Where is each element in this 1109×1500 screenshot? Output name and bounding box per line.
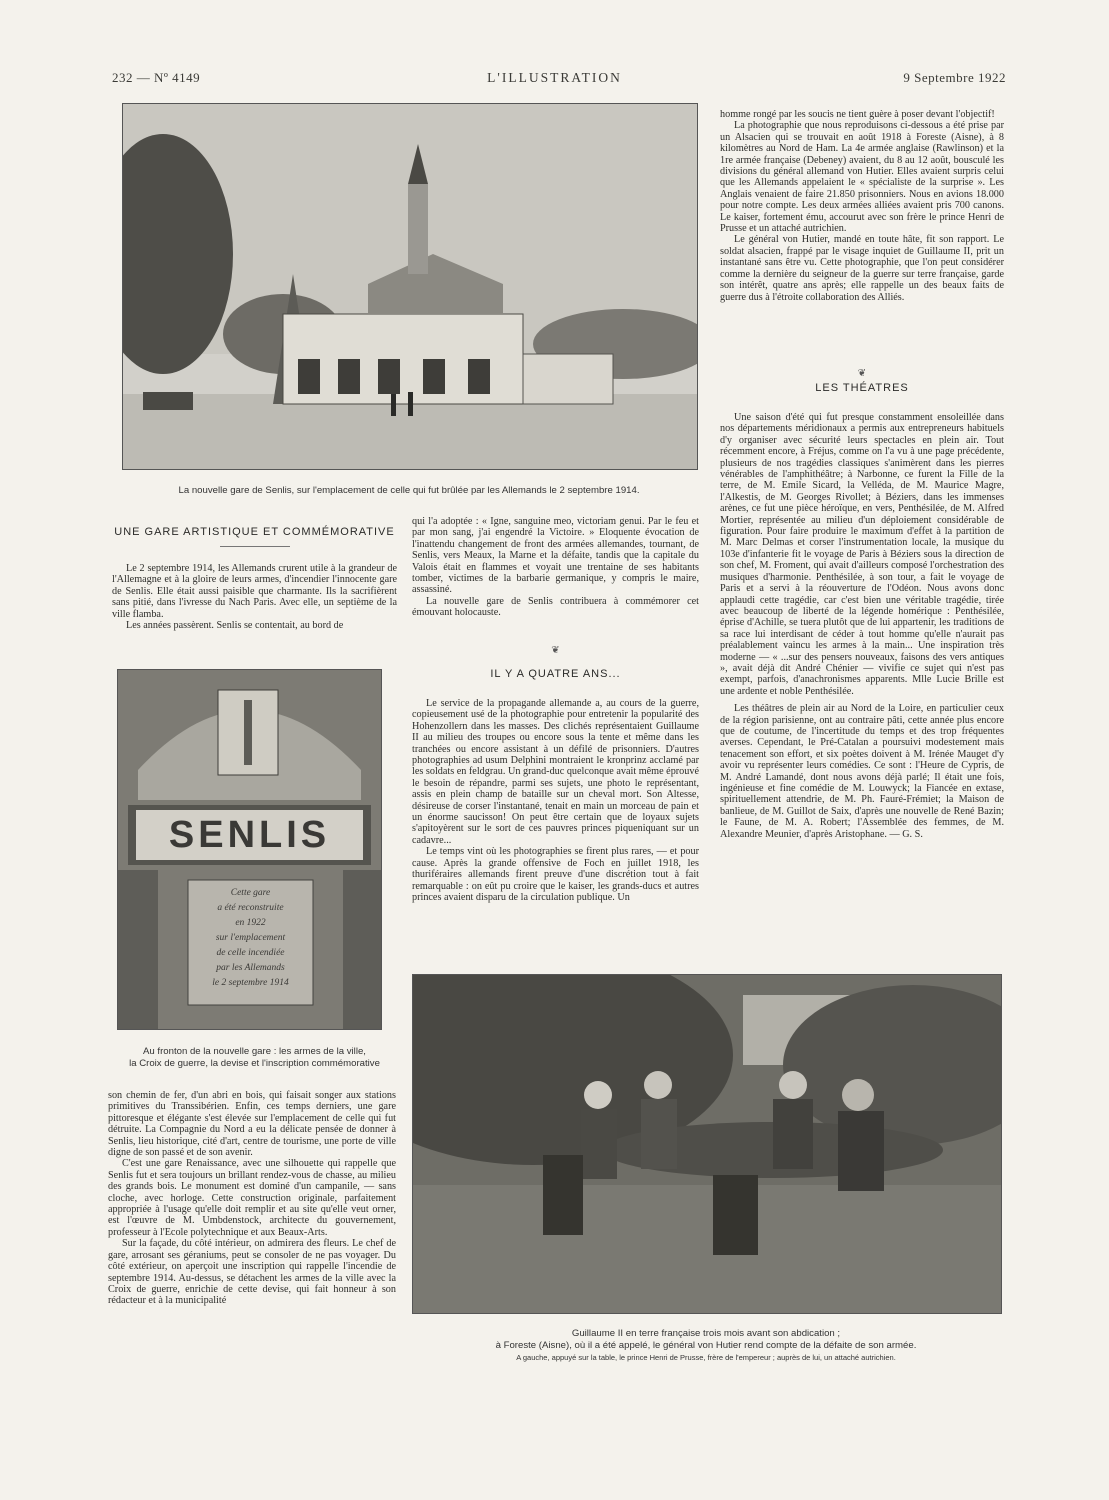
title-theatres: LES THÉATRES (815, 382, 909, 394)
article-quatre-ans-cont (720, 109, 1004, 303)
caption-fronton (112, 1046, 397, 1070)
kaiser-illustration (413, 975, 1001, 1313)
plaque-inscription (188, 886, 313, 991)
caption-line: la Croix de guerre, la devise et l'inscription commémorative (129, 1058, 380, 1069)
article-theatres (720, 412, 1004, 840)
paragraph: Le général von Hutier, mandé en toute hâte, fit son rapport. Le soldat alsacien, frappé par le visage inquiet de Guillaume II, prit un instantané sans être vu. Cette photographie, que l'on peut considérer comme la dernière du seigneur de la guerre sur terre française, garde son intérêt, quatre ans après; elle rappelle un des beaux faits de guerre dus à l'étroite collaboration des Alliés. (720, 234, 1004, 303)
paragraph: Le 2 septembre 1914, les Allemands crurent utile à la grandeur de l'Allemagne et à la gloire de leurs armes, d'incendier l'innocente gare de Senlis. Elle était aussi paisible que charmante. Ils la sacrifièrent sans pitié, dans l'ivresse du Nach Paris. Avec elle, un septième de la ville flamba. (112, 563, 397, 620)
paragraph: Le temps vint où les photographies se firent plus rares, — et pour cause. Après la grande offensive de Foch en juillet 1918, les thuriféraires allemands firent preuve d'une discrétion tout à fait remarquable : on eût pu croire que le kaiser, les grands-ducs et autres princes avaient disparu de la circulation publique. Un (412, 846, 699, 903)
plaque-line: en 1922 (235, 918, 266, 928)
paragraph: Le service de la propagande allemande a, au cours de la guerre, copieusement usé de la photographie pour entretenir la popularité des Hohenzollern dans les masses. Des clichés représentaient Guillaume II au milieu des troupes ou encore sous la tente et même dans les tranchées ou encore assistant à un défilé de prisonniers. D'autres photographies ad usum Delphini montraient le kronprinz acclamé par les soldats en feldgrau. Un grand-duc quelconque avait même éprouvé le besoin de répandre, parmi ses sujets, une photo le représentant, assis en plein champ de bataille sur un cheval mort. Son Altesse, désireuse de corser l'instantané, tenait en main un morceau de pain et un énorme saucisson! On peut être certain que de loyaux sujets s'apitoyèrent sur le sort de ces pauvres princes piqueniquant sur un cadavre... (412, 698, 699, 846)
senlis-sign: SENLIS (168, 814, 331, 856)
paragraph: Les années passèrent. Senlis se contentait, au bord de (126, 620, 344, 632)
fleuron-ornament: ❦ (551, 645, 560, 656)
paragraph: La nouvelle gare de Senlis contribuera à commémorer cet émouvant holocauste. (412, 595, 699, 619)
photo-fronton (117, 669, 382, 1030)
paragraph: La photographie que nous reproduisons ci-dessous a été prise par un Alsacien qui se trouvait en août 1918 à Foreste (Aisne), à 8 kilomètres au Nord de Ham. La 4e armée anglaise (Rawlinson) et la 1re armée française (Debeney) avaient, du 8 au 12 août, bousculé les divisions du général allemand von Hutier. Elles avaient surpris celui que les Allemands appelaient le « spécialiste de la surprise ». Les Anglais venaient de faire 21.850 prisonniers. Nous en avions 18.000 pour notre compte. Les deux armées alliées avaient pris 700 canons. Le kaiser, fortement ému, accourut avec son frère le prince Henri de Prusse et un attaché autrichien. (720, 120, 1004, 235)
paragraph: homme rongé par les soucis ne tient guère à poser devant l'objectif! (720, 109, 995, 120)
caption-line: Guillaume II en terre française trois mois avant son abdication ; (571, 1328, 841, 1339)
paragraph: son chemin de fer, d'un abri en bois, qui faisait songer aux stations primitives du Transsibérien. Enfin, ces temps derniers, une gare pittoresque et élégante s'est élevée sur l'emplacement de celle qui fut détruite. La Compagnie du Nord a eu la délicate pensée de donner à Senlis, lieu historique, cité d'art, centre de tourisme, une porte de ville digne de son passé et de son avenir. (108, 1090, 396, 1159)
article-quatre-ans (412, 698, 699, 903)
paragraph: qui l'a adoptée : « Igne, sanguine meo, victoriam genui. Par le feu et par mon sang, j'ai engendré la Victoire. » Eloquente évocation de l'inattendu changement de front des armées allemandes, tournant, de Senlis, vers Meaux, la Marne et la défaite, tandis que la capitale du Valois était en flammes et voyait une trentaine de ses habitants tomber, victimes de la barbarie germanique, y compris le maire, assassiné. (412, 516, 699, 596)
caption-line: Au fronton de la nouvelle gare : les armes de la ville, (143, 1046, 366, 1057)
photo-gare-senlis (122, 103, 698, 470)
plaque-line: sur l'emplacement (215, 933, 286, 943)
title-gare: UNE GARE ARTISTIQUE ET COMMÉMORATIVE (114, 526, 395, 538)
title-quatre-ans: IL Y A QUATRE ANS... (490, 668, 621, 680)
paragraph: Les théâtres de plein air au Nord de la Loire, en particulier ceux de la région parisienne, ont au contraire pâti, cette année plus encore que de coutume, de l'incertitude du temps et des trop fréquentes averses. Cependant, le Pré-Catalan a poursuivi modestement mais tenacement son effort, et six poètes doivent à M. Irénée Mauget d'y avoir vu représenter leurs comédies. Ce sont : l'Heure de Cypris, de M. André Lamandé, dont nous avons déjà parlé; Il était une fois, ingénieuse et fine comédie de M. Louwyck; la Fiancée en extase, spirituellement attendrie, de M. Ph. Fauré-Frémiet; la Maison de banlieue, de M. Guillot de Saix, d'après une nouvelle de René Bazin; le Faune, de M. A. Robert; l'Assemblée des femmes, de M. Alexandre Meunier, d'après Aristophane. — G. S. (720, 703, 1004, 840)
article-gare-start (112, 563, 397, 631)
paragraph: C'est une gare Renaissance, avec une silhouette qui rappelle que Senlis fut et sera toujours un brillant rendez-vous de chasse, au milieu des grands bois. Le monument est dominé d'un campanile, — sans cloche, avec horloge. Cette construction originale, parfaitement appropriée à l'usage qu'elle doit remplir et au site qu'elle veut orner, est l'œuvre de M. Umbdenstock, architecte du gouvernement, professeur à l'Ecole polytechnique et aux Beaux-Arts. (108, 1158, 396, 1238)
title-rule (220, 546, 290, 547)
masthead: L'ILLUSTRATION (487, 70, 622, 85)
gare-illustration (123, 104, 697, 469)
plaque-line: par les Allemands (216, 963, 285, 973)
fleuron-ornament: ❦ (857, 368, 867, 379)
article-gare-cont (108, 1090, 396, 1307)
paragraph: Sur la façade, du côté intérieur, on admirera des fleurs. Le chef de gare, arrosant ses géraniums, peut se consoler de ne pas voyager. Du côté extérieur, on aperçoit une inscription qui rappelle l'incendie de septembre 1914. Au-dessus, se détachent les armes de la ville avec la Croix de guerre, enrichie de cette devise, qui fait honneur à son rédacteur et à la municipalité (108, 1238, 396, 1307)
issue-date: 9 Septembre 1922 (903, 70, 1006, 85)
plaque-line: a été reconstruite (217, 903, 284, 913)
plaque-line: le 2 septembre 1914 (212, 978, 289, 988)
plaque-line: de celle incendiée (216, 948, 285, 958)
photo-kaiser-foreste (412, 974, 1002, 1314)
plaque-line: Cette gare (230, 888, 271, 898)
article-gare-end (412, 516, 699, 619)
page-number: 232 — Nº 4149 (112, 70, 201, 85)
caption-gare: La nouvelle gare de Senlis, sur l'emplacement de celle qui fut brûlée par les Allemands le 2 septembre 1914. (178, 485, 640, 496)
paragraph: Une saison d'été qui fut presque constamment ensoleillée dans nos départements méridionaux a permis aux entrepreneurs habituels d'y organiser avec sécurité leurs spectacles en plein air. Tout récemment encore, à Fréjus, comme on l'a vu à une page précédente, plusieurs de nos tragédies classiques s'animèrent dans les pierres vénérables de l'amphithéâtre; à Narbonne, ce furent la Fille de la terre, de M. Emile Sicard, la Velléda, de M. Maurice Magre, l'Alkestis, de M. Georges Rivollet; à Béziers, dans les immenses arènes, ce fut une pièce héroïque, en vers, Penthésilée, de M. Alfred Mortier, représentée au milieu d'un déploiement considérable de figuration. Pour faire produire le maximum d'effet à la partition de M. Marc Delmas et corser l'instrumentation locale, la musique du 103e d'infanterie fit le voyage de Paris à Béziers sous la direction de son chef, M. Froment, qui avait d'ailleurs composé l'orchestration des musiques d'harmonie. Penthésilée, à son tour, a fait le voyage de Paris et a servi à la réouverture de l'Odéon. Nous avons donc applaudi cette tragédie, car c'est bien une véritable tragédie, tirée avec beaucoup de liberté de la légende homérique : Penthésilée, éprise d'Achille, se tuera plutôt que de lui appartenir, les traditions de sa race lui interdisant de céder à tout homme qu'elle n'aurait pas préalablement vaincu les armes à la main... Une inspiration très moderne — « ...sur des pensers nouveaux, faisons des vers antiques », avait déjà dit André Chénier — vivifie ce sujet qui n'est pas exempt, parfois, d'anachronismes apparents. Mlle Lucie Brille est une ardente et noble Penthésilée. (720, 412, 1004, 697)
caption-line: à Foreste (Aisne), où il a été appelé, le général von Hutier rend compte de la défaite de son armée. (495, 1340, 917, 1351)
caption-kaiser (412, 1328, 1000, 1364)
caption-line: A gauche, appuyé sur la table, le prince Henri de Prusse, frère de l'empereur ; auprès de lui, un attaché autrichien. (516, 1353, 896, 1362)
